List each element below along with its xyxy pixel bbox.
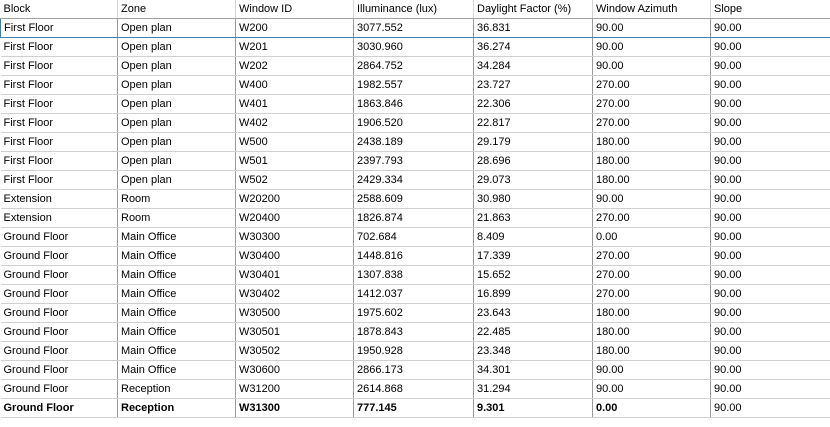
cell-window-azimuth[interactable]: 180.00 xyxy=(593,322,711,341)
cell-window-id[interactable]: W200 xyxy=(236,18,354,37)
cell-illuminance[interactable]: 2866.173 xyxy=(354,360,474,379)
cell-illuminance[interactable]: 2397.793 xyxy=(354,151,474,170)
table-header xyxy=(1,0,830,18)
table-row[interactable] xyxy=(1,56,830,75)
table-row[interactable] xyxy=(1,151,830,170)
cell-window-id[interactable]: W31300 xyxy=(236,398,354,417)
cell-window-azimuth[interactable]: 180.00 xyxy=(593,170,711,189)
cell-slope[interactable]: 90.00 xyxy=(711,246,830,265)
cell-window-azimuth[interactable]: 270.00 xyxy=(593,246,711,265)
cell-zone[interactable]: Room xyxy=(118,189,236,208)
cell-slope[interactable]: 90.00 xyxy=(711,18,830,37)
cell-daylight-factor[interactable]: 17.339 xyxy=(474,246,593,265)
table-row[interactable] xyxy=(1,18,830,37)
cell-illuminance[interactable]: 1906.520 xyxy=(354,113,474,132)
cell-illuminance[interactable]: 1950.928 xyxy=(354,341,474,360)
table-row[interactable] xyxy=(1,265,830,284)
cell-window-azimuth[interactable]: 180.00 xyxy=(593,151,711,170)
cell-daylight-factor[interactable]: 22.306 xyxy=(474,94,593,113)
cell-zone[interactable]: Main Office xyxy=(118,284,236,303)
cell-daylight-factor[interactable]: 9.301 xyxy=(474,398,593,417)
cell-block[interactable]: First Floor xyxy=(1,75,118,94)
table-row[interactable] xyxy=(1,303,830,322)
cell-slope[interactable]: 90.00 xyxy=(711,303,830,322)
cell-window-azimuth[interactable]: 90.00 xyxy=(593,18,711,37)
cell-daylight-factor[interactable]: 34.284 xyxy=(474,56,593,75)
cell-window-azimuth[interactable]: 90.00 xyxy=(593,189,711,208)
cell-illuminance[interactable]: 1448.816 xyxy=(354,246,474,265)
cell-block[interactable]: First Floor xyxy=(1,18,118,37)
table-row[interactable] xyxy=(1,132,830,151)
cell-daylight-factor[interactable]: 36.831 xyxy=(474,18,593,37)
table-row[interactable] xyxy=(1,189,830,208)
cell-block[interactable]: First Floor xyxy=(1,132,118,151)
cell-block[interactable]: Ground Floor xyxy=(1,246,118,265)
cell-illuminance[interactable]: 2864.752 xyxy=(354,56,474,75)
cell-block[interactable]: Ground Floor xyxy=(1,227,118,246)
cell-window-id[interactable]: W31200 xyxy=(236,379,354,398)
table-row[interactable] xyxy=(1,94,830,113)
cell-window-id[interactable]: W30600 xyxy=(236,360,354,379)
cell-illuminance[interactable]: 1863.846 xyxy=(354,94,474,113)
cell-illuminance[interactable]: 1412.037 xyxy=(354,284,474,303)
cell-block[interactable]: Ground Floor xyxy=(1,341,118,360)
cell-zone[interactable]: Reception xyxy=(118,379,236,398)
cell-illuminance[interactable]: 1878.843 xyxy=(354,322,474,341)
table-row[interactable] xyxy=(1,398,830,417)
cell-window-azimuth[interactable]: 180.00 xyxy=(593,341,711,360)
cell-window-id[interactable]: W30401 xyxy=(236,265,354,284)
cell-window-id[interactable]: W500 xyxy=(236,132,354,151)
column-header-slope[interactable]: Slope xyxy=(711,0,830,18)
cell-zone[interactable]: Open plan xyxy=(118,113,236,132)
cell-window-id[interactable]: W501 xyxy=(236,151,354,170)
cell-window-id[interactable]: W30300 xyxy=(236,227,354,246)
cell-illuminance[interactable]: 1975.602 xyxy=(354,303,474,322)
table-row[interactable] xyxy=(1,246,830,265)
cell-daylight-factor[interactable]: 23.348 xyxy=(474,341,593,360)
table-row[interactable] xyxy=(1,227,830,246)
cell-slope[interactable]: 90.00 xyxy=(711,322,830,341)
cell-illuminance[interactable]: 2588.609 xyxy=(354,189,474,208)
cell-slope[interactable]: 90.00 xyxy=(711,265,830,284)
cell-block[interactable]: Ground Floor xyxy=(1,284,118,303)
cell-window-id[interactable]: W202 xyxy=(236,56,354,75)
cell-window-id[interactable]: W400 xyxy=(236,75,354,94)
cell-block[interactable]: Ground Floor xyxy=(1,322,118,341)
cell-zone[interactable]: Open plan xyxy=(118,56,236,75)
cell-daylight-factor[interactable]: 21.863 xyxy=(474,208,593,227)
column-header-block[interactable]: Block xyxy=(1,0,118,18)
table-row[interactable] xyxy=(1,75,830,94)
cell-window-azimuth[interactable]: 180.00 xyxy=(593,303,711,322)
cell-window-id[interactable]: W30400 xyxy=(236,246,354,265)
cell-daylight-factor[interactable]: 29.179 xyxy=(474,132,593,151)
cell-illuminance[interactable]: 2438.189 xyxy=(354,132,474,151)
cell-illuminance[interactable]: 702.684 xyxy=(354,227,474,246)
cell-daylight-factor[interactable]: 28.696 xyxy=(474,151,593,170)
cell-zone[interactable]: Open plan xyxy=(118,170,236,189)
cell-window-id[interactable]: W30402 xyxy=(236,284,354,303)
cell-illuminance[interactable]: 1826.874 xyxy=(354,208,474,227)
table-row[interactable] xyxy=(1,360,830,379)
column-header-illuminance[interactable]: Illuminance (lux) xyxy=(354,0,474,18)
cell-daylight-factor[interactable]: 23.643 xyxy=(474,303,593,322)
cell-block[interactable]: Extension xyxy=(1,189,118,208)
cell-zone[interactable]: Main Office xyxy=(118,246,236,265)
table-row[interactable] xyxy=(1,322,830,341)
cell-block[interactable]: First Floor xyxy=(1,37,118,56)
cell-zone[interactable]: Reception xyxy=(118,398,236,417)
cell-block[interactable]: Ground Floor xyxy=(1,265,118,284)
cell-zone[interactable]: Open plan xyxy=(118,132,236,151)
cell-window-id[interactable]: W201 xyxy=(236,37,354,56)
cell-block[interactable]: First Floor xyxy=(1,170,118,189)
cell-slope[interactable]: 90.00 xyxy=(711,189,830,208)
cell-window-azimuth[interactable]: 90.00 xyxy=(593,360,711,379)
cell-zone[interactable]: Main Office xyxy=(118,303,236,322)
cell-illuminance[interactable]: 3030.960 xyxy=(354,37,474,56)
header-row xyxy=(1,0,830,18)
cell-window-id[interactable]: W30500 xyxy=(236,303,354,322)
cell-slope[interactable]: 90.00 xyxy=(711,341,830,360)
cell-block[interactable]: Ground Floor xyxy=(1,379,118,398)
cell-daylight-factor[interactable]: 16.899 xyxy=(474,284,593,303)
cell-zone[interactable]: Main Office xyxy=(118,265,236,284)
cell-daylight-factor[interactable]: 8.409 xyxy=(474,227,593,246)
cell-slope[interactable]: 90.00 xyxy=(711,132,830,151)
cell-window-azimuth[interactable]: 90.00 xyxy=(593,379,711,398)
cell-window-id[interactable]: W30501 xyxy=(236,322,354,341)
cell-window-azimuth[interactable]: 0.00 xyxy=(593,398,711,417)
cell-zone[interactable]: Open plan xyxy=(118,75,236,94)
cell-window-azimuth[interactable]: 180.00 xyxy=(593,132,711,151)
cell-slope[interactable]: 90.00 xyxy=(711,56,830,75)
cell-slope[interactable]: 90.00 xyxy=(711,151,830,170)
cell-window-id[interactable]: W30502 xyxy=(236,341,354,360)
cell-illuminance[interactable]: 777.145 xyxy=(354,398,474,417)
cell-window-azimuth[interactable]: 90.00 xyxy=(593,56,711,75)
cell-zone[interactable]: Open plan xyxy=(118,37,236,56)
cell-zone[interactable]: Main Office xyxy=(118,322,236,341)
column-header-window-id[interactable]: Window ID xyxy=(236,0,354,18)
cell-slope[interactable]: 90.00 xyxy=(711,170,830,189)
table-row[interactable] xyxy=(1,379,830,398)
cell-slope[interactable]: 90.00 xyxy=(711,360,830,379)
cell-illuminance[interactable]: 1982.557 xyxy=(354,75,474,94)
cell-slope[interactable]: 90.00 xyxy=(711,75,830,94)
cell-block[interactable]: First Floor xyxy=(1,151,118,170)
cell-block[interactable]: Ground Floor xyxy=(1,360,118,379)
table-body xyxy=(1,18,830,417)
column-header-daylight-factor[interactable]: Daylight Factor (%) xyxy=(474,0,593,18)
cell-zone[interactable]: Open plan xyxy=(118,151,236,170)
cell-block[interactable]: First Floor xyxy=(1,94,118,113)
table-row[interactable] xyxy=(1,208,830,227)
cell-daylight-factor[interactable]: 31.294 xyxy=(474,379,593,398)
cell-block[interactable]: First Floor xyxy=(1,56,118,75)
cell-daylight-factor[interactable]: 22.817 xyxy=(474,113,593,132)
cell-window-azimuth[interactable]: 270.00 xyxy=(593,75,711,94)
cell-slope[interactable]: 90.00 xyxy=(711,113,830,132)
table-row[interactable] xyxy=(1,37,830,56)
cell-slope[interactable]: 90.00 xyxy=(711,227,830,246)
cell-daylight-factor[interactable]: 36.274 xyxy=(474,37,593,56)
column-header-window-azimuth[interactable]: Window Azimuth xyxy=(593,0,711,18)
cell-slope[interactable]: 90.00 xyxy=(711,208,830,227)
table-row[interactable] xyxy=(1,284,830,303)
cell-zone[interactable]: Room xyxy=(118,208,236,227)
cell-zone[interactable]: Main Office xyxy=(118,341,236,360)
cell-window-azimuth[interactable]: 90.00 xyxy=(593,37,711,56)
cell-daylight-factor[interactable]: 34.301 xyxy=(474,360,593,379)
cell-window-id[interactable]: W402 xyxy=(236,113,354,132)
column-header-zone[interactable]: Zone xyxy=(118,0,236,18)
cell-slope[interactable]: 90.00 xyxy=(711,398,830,417)
cell-zone[interactable]: Main Office xyxy=(118,227,236,246)
cell-daylight-factor[interactable]: 23.727 xyxy=(474,75,593,94)
table-row[interactable] xyxy=(1,170,830,189)
cell-window-azimuth[interactable]: 270.00 xyxy=(593,94,711,113)
cell-slope[interactable]: 90.00 xyxy=(711,94,830,113)
cell-window-id[interactable]: W20400 xyxy=(236,208,354,227)
cell-window-id[interactable]: W502 xyxy=(236,170,354,189)
cell-window-azimuth[interactable]: 270.00 xyxy=(593,113,711,132)
cell-slope[interactable]: 90.00 xyxy=(711,284,830,303)
cell-zone[interactable]: Main Office xyxy=(118,360,236,379)
cell-block[interactable]: Ground Floor xyxy=(1,303,118,322)
cell-zone[interactable]: Open plan xyxy=(118,94,236,113)
cell-block[interactable]: First Floor xyxy=(1,113,118,132)
table-row[interactable] xyxy=(1,113,830,132)
cell-zone[interactable]: Open plan xyxy=(118,18,236,37)
cell-illuminance[interactable]: 2429.334 xyxy=(354,170,474,189)
cell-slope[interactable]: 90.00 xyxy=(711,379,830,398)
cell-illuminance[interactable]: 2614.868 xyxy=(354,379,474,398)
cell-window-azimuth[interactable]: 270.00 xyxy=(593,208,711,227)
table-row[interactable] xyxy=(1,341,830,360)
cell-daylight-factor[interactable]: 15.652 xyxy=(474,265,593,284)
cell-illuminance[interactable]: 3077.552 xyxy=(354,18,474,37)
cell-daylight-factor[interactable]: 29.073 xyxy=(474,170,593,189)
cell-slope[interactable]: 90.00 xyxy=(711,37,830,56)
cell-illuminance[interactable]: 1307.838 xyxy=(354,265,474,284)
cell-window-azimuth[interactable]: 0.00 xyxy=(593,227,711,246)
cell-window-azimuth[interactable]: 270.00 xyxy=(593,265,711,284)
cell-window-id[interactable]: W20200 xyxy=(236,189,354,208)
cell-block[interactable]: Extension xyxy=(1,208,118,227)
cell-window-id[interactable]: W401 xyxy=(236,94,354,113)
cell-window-azimuth[interactable]: 270.00 xyxy=(593,284,711,303)
cell-daylight-factor[interactable]: 30.980 xyxy=(474,189,593,208)
cell-daylight-factor[interactable]: 22.485 xyxy=(474,322,593,341)
cell-block[interactable]: Ground Floor xyxy=(1,398,118,417)
